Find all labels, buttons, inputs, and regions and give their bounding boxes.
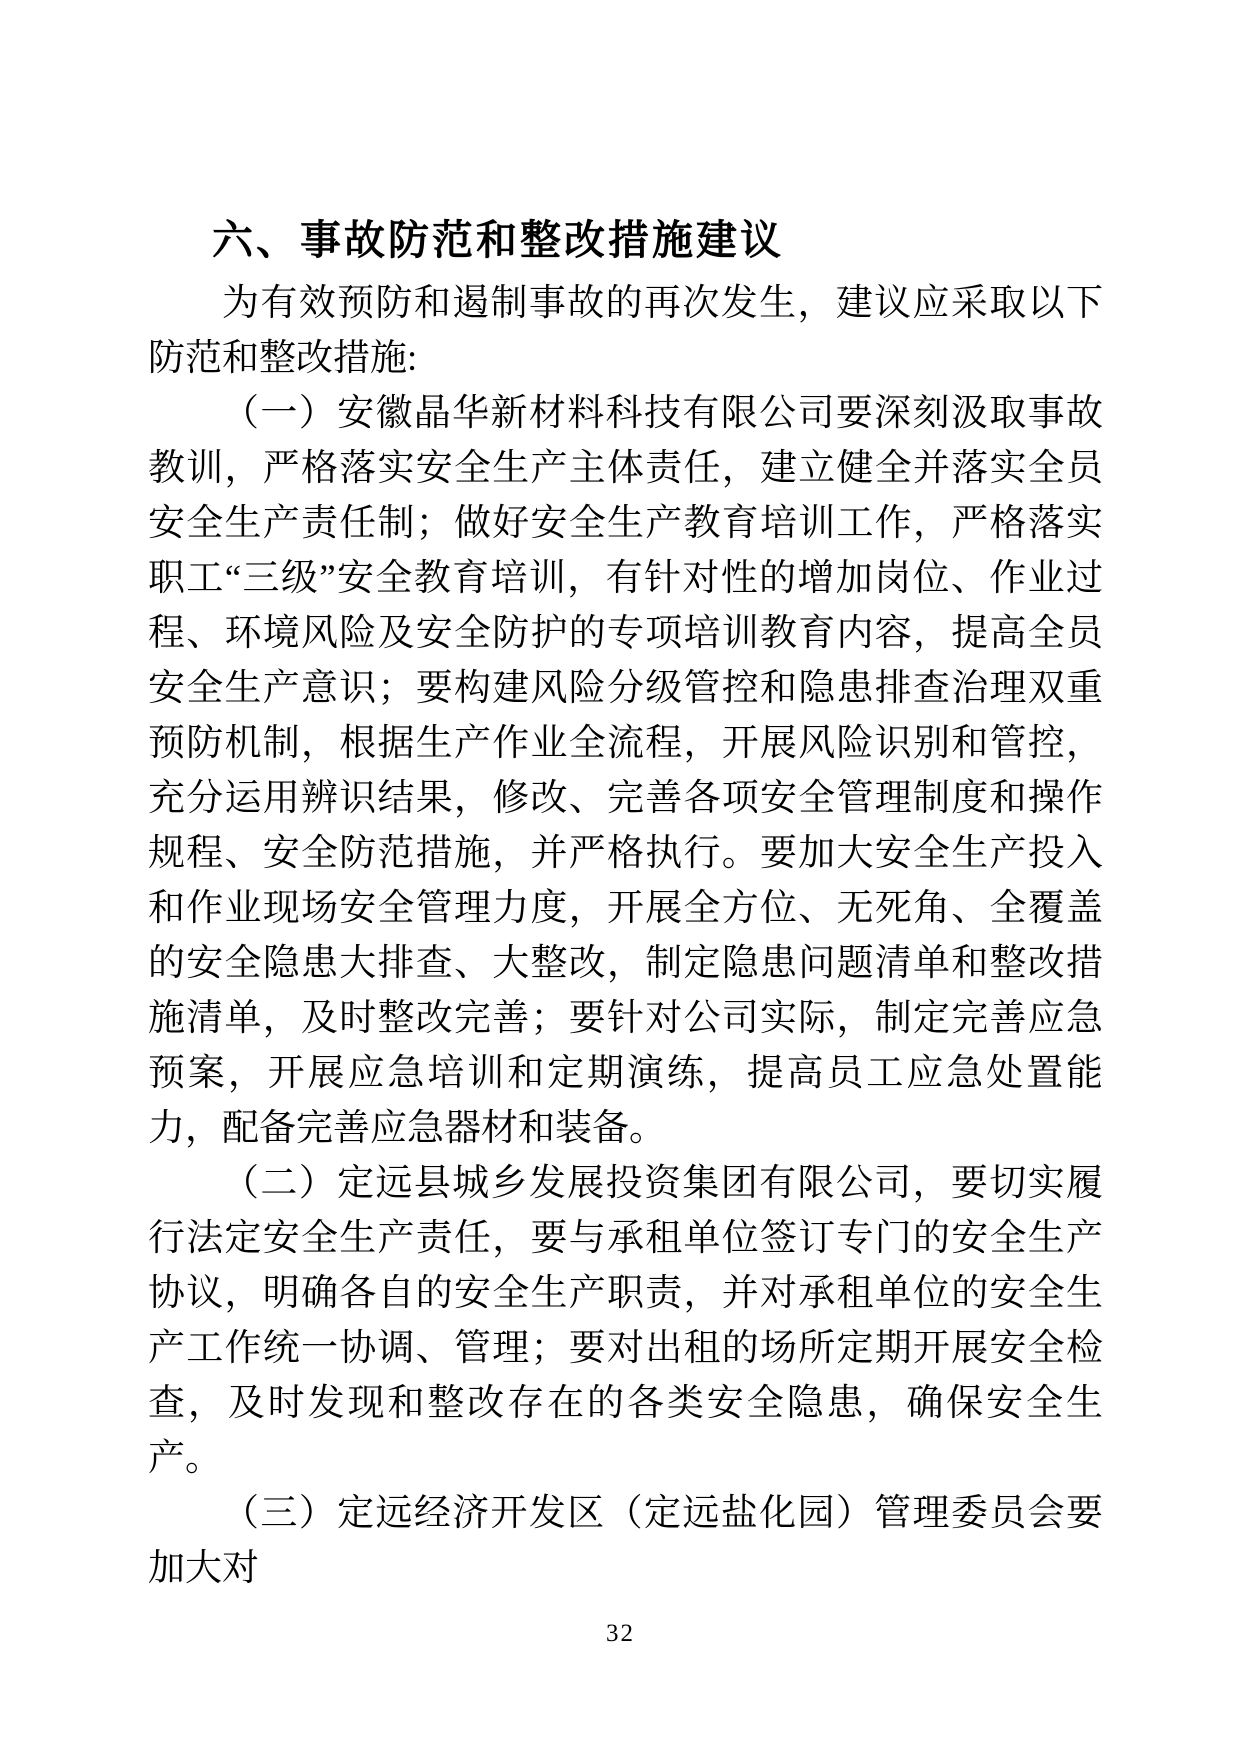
paragraph-item-2: （二）定远县城乡发展投资集团有限公司，要切实履行法定安全生产责任，要与承租单位签订专门的安全生产协议，明确各自的安全生产职责，并对承租单位的安全生产工作统一协调、管理；要对出租的场所定期开展安全检查，及时发现和整改存在的各类安全隐患，确保安全生产。 — [148, 1163, 1103, 1479]
paragraph-intro: 为有效预防和遏制事故的再次发生，建议应采取以下防范和整改措施: — [148, 283, 1103, 379]
paragraph-item-3: （三）定远经济开发区（定远盐化园）管理委员会要加大对 — [148, 1493, 1103, 1589]
section-heading: 六、事故防范和整改措施建议 — [212, 217, 784, 263]
paragraph-item-1: （一）安徽晶华新材料科技有限公司要深刻汲取事故教训，严格落实安全生产主体责任，建立健全并落实全员安全生产责任制；做好安全生产教育培训工作，严格落实职工“三级”安全教育培训，有针对性的增加岗位、作业过程、环境风险及安全防护的专项培训教育内容，提高全员安全生产意识；要构建风险分级管控和隐患排查治理双重预防机制，根据生产作业全流程，开展风险识别和管控，充分运用辨识结果，修改、完善各项安全管理制度和操作规程、安全防范措施，并严格执行。要加大安全生产投入和作业现场安全管理力度，开展全方位、无死角、全覆盖的安全隐患大排查、大整改，制定隐患问题清单和整改措施清单，及时整改完善；要针对公司实际，制定完善应急预案，开展应急培训和定期演练，提高员工应急处置能力，配备完善应急器材和装备。 — [148, 393, 1103, 1149]
page-footer — [0, 1620, 1241, 1648]
page-number: 32 — [606, 1620, 635, 1647]
